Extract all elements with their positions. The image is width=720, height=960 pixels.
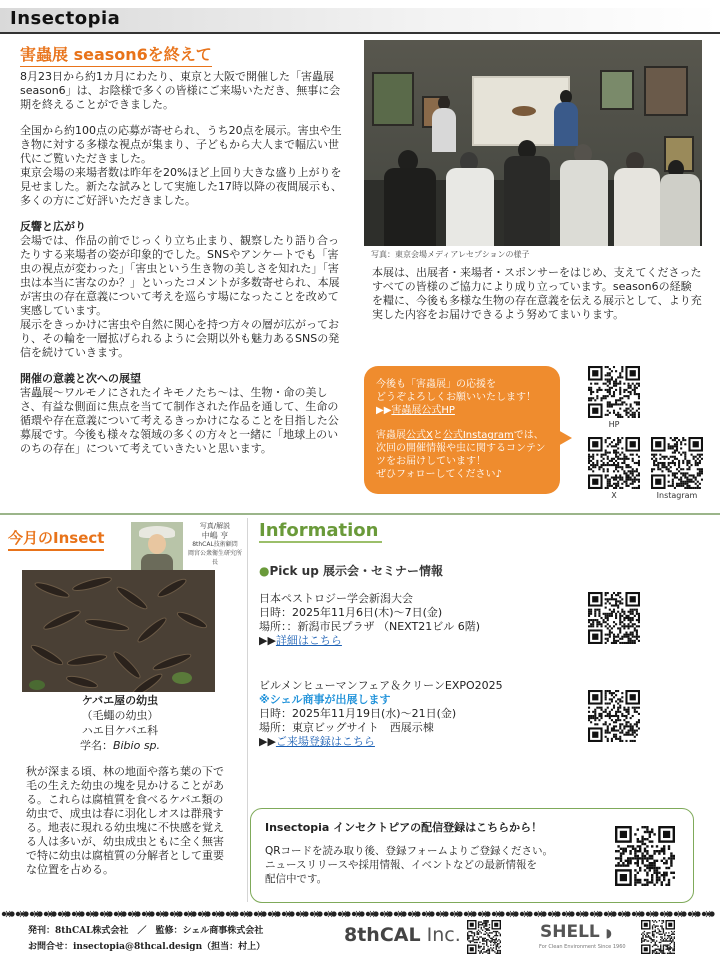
column-divider xyxy=(247,518,248,902)
event-2-name: ビルメンヒューマンフェア＆クリーンEXPO2025 xyxy=(259,679,503,692)
qr-code-registration[interactable] xyxy=(615,826,675,886)
insect-description: 秋が深まる頃、林の地面や落ち葉の下で毛の生えた幼虫の塊を見かけることがある。これらは腐植質を食べるケバエ類の幼虫で、成虫は春に羽化しオスは群飛する。地表に現れる幼虫塊に不快感を覚える人は多いが、幼虫成虫ともに全く無害で特に幼虫は腐植質の分解者として重要な位置を占める。 xyxy=(26,765,224,876)
reception-photo xyxy=(364,40,702,246)
thanks-paragraph: 本展は、出展者・来場者・スポンサーをはじめ、支えてくださったすべての皆様のご協力により成り立っています。season6の経験を糧に、今後も多様な生物の存在意義を伝える展示として、より充実した内容をお届けできるよう努めてまいります。 xyxy=(372,266,702,321)
event-1-place: 場所：：新潟市民プラザ （NEXT21ビル 6階) xyxy=(259,620,481,633)
brand-title: Insectopia xyxy=(10,8,121,29)
footer-publisher: 発刊：8thCAL株式会社 ／ 監修：シェル商事株式会社 xyxy=(28,926,264,936)
section-response-a: 会場では、作品の前でじっくり立ち止まり、観察したり語り合ったりする来場者の姿が印象的でした。SNSやアンケートでも「害虫の視点が変わった」「害虫という生き物の美しさを知れた」「害虫は本当に害なのか？」といったコメントが多数寄せられ、本展が害虫の存在意義について考えを巡らす場になったことを改めて実感しています。 xyxy=(20,234,340,317)
footer-contact: お問合せ：insectopia@8thcal.design（担当：村上） xyxy=(28,942,266,952)
event-2-register-link[interactable]: ご来場登録はこちら xyxy=(275,735,375,748)
article-title: 害蟲展 season6を終えて xyxy=(20,42,212,67)
qr-code-event-2[interactable] xyxy=(588,690,640,742)
bubble-line-1: 今後も「害蟲展」の応援を xyxy=(376,379,496,390)
photo-caption: 写真：東京会場メディアレセプションの様子 xyxy=(371,250,530,259)
event-1-details-link[interactable]: 詳細はこちら xyxy=(275,634,342,647)
bubble-follow-cta: ぜひフォローしてください♪ xyxy=(376,469,502,480)
shell-logo: SHELL ◗ xyxy=(540,922,612,942)
author-portrait xyxy=(131,522,183,570)
registration-line-2: ニュースリリースや採用情報、イベントなどの最新情報を xyxy=(265,859,537,871)
event-2-place: 場所：東京ビッグサイト 西展示棟 xyxy=(259,721,434,734)
bubble-link-arrow: ▶▶ xyxy=(376,405,392,416)
event-2-date: 日時：2025年11月19日(水)〜21日(金) xyxy=(259,707,457,720)
information-title: Information xyxy=(259,520,382,543)
event-2-note: ※シェル商事が出展します xyxy=(259,693,391,706)
article-body xyxy=(20,70,342,456)
event-1-date: 日時：2025年11月6日(木)〜7日(金) xyxy=(259,606,443,619)
insect-family: ハエ目ケバエ科 xyxy=(81,724,159,737)
qr-label-x: X xyxy=(611,491,617,500)
section-outlook: 害蟲展〜ワルモノにされたイキモノたち〜は、生物・命の美しさ、有益な側面に焦点を当てて制作された作品を通して、生命の循環や存在意義について考えるきっかけになることを目指した公募展です。今後も様々な領域の多くの方々と一緒に「地球上のいのちの存在」について考えていきたいと思います。 xyxy=(20,386,339,455)
section-response-b: 展示をきっかけに害虫や自然に関心を持つ方々の層が広がっており、その輪を一層拡げられるように会期以外も魅力あるSNSの発信を続けていきます。 xyxy=(20,318,340,359)
qr-code-instagram[interactable] xyxy=(651,437,703,489)
event-1-name: 日本ペストロジー学会新潟大会 xyxy=(259,592,413,605)
support-bubble xyxy=(364,366,560,494)
section-heading-outlook: 開催の意義と次への展望 xyxy=(20,372,141,385)
insect-name: ケバエ屋の幼虫 xyxy=(81,694,159,707)
official-hp-link[interactable]: 害蟲展公式HP xyxy=(391,405,455,416)
section-heading-response: 反響と広がり xyxy=(20,220,86,233)
qr-code-x[interactable] xyxy=(588,437,640,489)
qr-code-event-1[interactable] xyxy=(588,592,640,644)
event-1: 日本ペストロジー学会新潟大会 日時：2025年11月6日(木)〜7日(金) 場所：：新潟市民プラザ （NEXT21ビル 6階) ▶▶詳細はこちら xyxy=(259,592,579,648)
article-intro: 8月23日から約1カ月にわたり、東京と大阪で開催した「害蟲展 season6」は、お陰様で多くの皆様にご来場いただき、無事に会期を終えることができました。 xyxy=(20,70,341,111)
official-instagram-link[interactable]: 公式Instagram xyxy=(442,430,514,441)
article-stats-2: 東京会場の来場者数は昨年を20%ほど上回り大きな盛り上がりを見せました。新たな試みとして実施した17時以降の夜間展示も、多くの方にご好評いただきました。 xyxy=(20,166,342,207)
8thcal-logo: 8thCAL Inc. xyxy=(344,924,461,946)
qr-code-8thcal[interactable] xyxy=(467,920,501,954)
insect-scientific-name: 学名：Bibio sp. xyxy=(79,739,161,752)
photo-credit: 写真/解説 中嶋 亨 8thCAL技術顧問 岡宮公衆衛生研究所長 xyxy=(187,522,242,566)
insect-reading: （毛蠅の幼虫） xyxy=(81,709,159,722)
official-x-link[interactable]: 公式X xyxy=(406,430,433,441)
insect-photo xyxy=(22,570,215,692)
registration-line-3: 配信中です。 xyxy=(265,873,328,885)
article-stats-1: 全国から約100点の応募が寄せられ、うち20点を展示。害虫や生き物に対する多様な視点が集まり、子どもから大人まで幅広い世代にご覧いただきました。 xyxy=(20,124,342,165)
shell-tagline: For Clean Environment Since 1960 xyxy=(539,944,626,950)
bubble-line-2: どうぞよろしくお願いいたします！ xyxy=(376,392,536,403)
qr-code-hp[interactable] xyxy=(588,366,640,418)
registration-title: Insectopia インセクトピアの配信登録はこちらから！ xyxy=(265,821,543,834)
header-rule xyxy=(0,32,720,34)
insect-name-block xyxy=(20,693,220,753)
bubble-follow-text: 害蟲展公式Xと公式Instagramでは、次回の開催情報や虫に関するコンテンツをお届けしています！ xyxy=(376,430,546,467)
pickup-heading: ●Pick up 展示会・セミナー情報 xyxy=(259,564,443,578)
qr-code-shell[interactable] xyxy=(641,920,675,954)
section-divider xyxy=(0,513,720,515)
header xyxy=(0,0,720,34)
qr-label-instagram: Instagram xyxy=(656,491,698,500)
event-2: ビルメンヒューマンフェア＆クリーンEXPO2025 ※シェル商事が出展します 日時：2025年11月19日(水)〜21日(金) 場所：東京ビッグサイト 西展示棟 ▶▶ご来場登録はこちら xyxy=(259,679,579,749)
insect-section-title: 今月のInsect xyxy=(8,527,104,551)
qr-label-hp: HP xyxy=(608,420,620,429)
registration-line-1: QRコードを読み取り後、登録フォームよりご登録ください。 xyxy=(265,845,554,857)
